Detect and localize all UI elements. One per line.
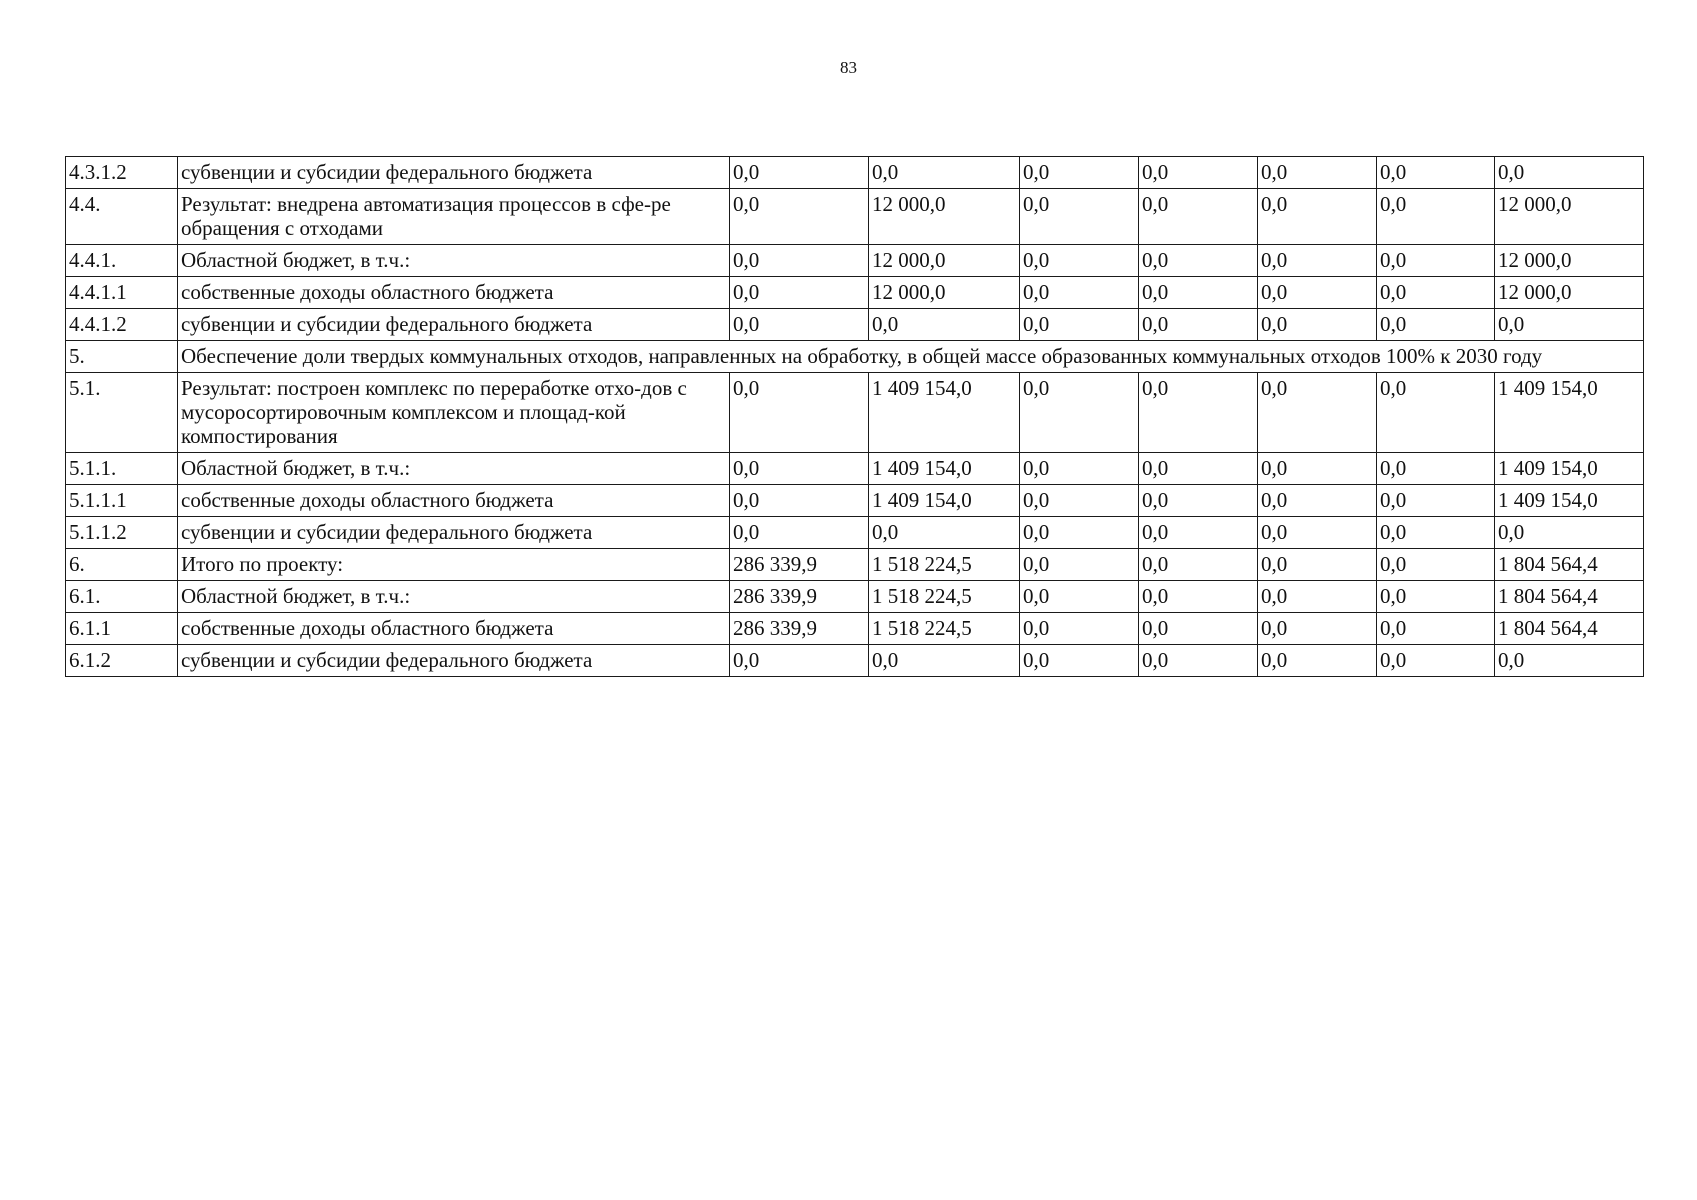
value-cell: 0,0: [1020, 277, 1139, 309]
table-row: [66, 189, 1644, 245]
total-cell: 12 000,0: [1495, 189, 1644, 245]
value-cell: 1 518 224,5: [869, 549, 1020, 581]
row-code: 6.1.: [66, 581, 178, 613]
value-cell: 0,0: [1020, 485, 1139, 517]
row-code: 6.1.2: [66, 645, 178, 677]
value-cell: 0,0: [1020, 453, 1139, 485]
value-cell: 0,0: [730, 453, 869, 485]
value-cell: 0,0: [1139, 157, 1258, 189]
value-cell: 0,0: [730, 189, 869, 245]
value-cell: 0,0: [1377, 189, 1495, 245]
total-cell: 0,0: [1495, 157, 1644, 189]
value-cell: 0,0: [1258, 277, 1377, 309]
value-cell: 0,0: [1020, 549, 1139, 581]
value-cell: 0,0: [1258, 485, 1377, 517]
value-cell: 0,0: [869, 309, 1020, 341]
value-cell: 0,0: [730, 485, 869, 517]
value-cell: 1 409 154,0: [869, 485, 1020, 517]
total-cell: 1 409 154,0: [1495, 485, 1644, 517]
value-cell: 0,0: [1377, 453, 1495, 485]
row-description: Областной бюджет, в т.ч.:: [178, 581, 730, 613]
value-cell: 0,0: [1139, 517, 1258, 549]
value-cell: 0,0: [730, 373, 869, 453]
table-row: [66, 453, 1644, 485]
value-cell: 0,0: [730, 645, 869, 677]
section-header-row: [66, 341, 1644, 373]
value-cell: 0,0: [1258, 613, 1377, 645]
value-cell: 0,0: [730, 157, 869, 189]
row-code: 5.1.: [66, 373, 178, 453]
table-row: [66, 157, 1644, 189]
value-cell: 0,0: [1258, 309, 1377, 341]
value-cell: 0,0: [1377, 645, 1495, 677]
table-row: [66, 581, 1644, 613]
value-cell: 12 000,0: [869, 245, 1020, 277]
value-cell: 0,0: [730, 517, 869, 549]
value-cell: 0,0: [869, 157, 1020, 189]
value-cell: 1 409 154,0: [869, 453, 1020, 485]
value-cell: 0,0: [1020, 373, 1139, 453]
value-cell: 0,0: [1139, 485, 1258, 517]
row-description: субвенции и субсидии федерального бюджета: [178, 645, 730, 677]
value-cell: 0,0: [1020, 581, 1139, 613]
total-cell: 0,0: [1495, 517, 1644, 549]
total-cell: 0,0: [1495, 309, 1644, 341]
value-cell: 0,0: [1377, 549, 1495, 581]
row-description: Итого по проекту:: [178, 549, 730, 581]
value-cell: 0,0: [1258, 581, 1377, 613]
value-cell: 1 518 224,5: [869, 613, 1020, 645]
value-cell: 0,0: [1377, 485, 1495, 517]
value-cell: 0,0: [1258, 645, 1377, 677]
value-cell: 0,0: [1139, 245, 1258, 277]
row-code: 4.4.: [66, 189, 178, 245]
value-cell: 0,0: [1139, 373, 1258, 453]
row-description: субвенции и субсидии федерального бюджета: [178, 309, 730, 341]
value-cell: 0,0: [1377, 373, 1495, 453]
value-cell: 0,0: [1258, 517, 1377, 549]
budget-table: [65, 156, 1644, 677]
table-row: [66, 517, 1644, 549]
row-description: Результат: построен комплекс по переработке отхо-дов с мусоросортировочным комплексом и площад-кой компостирования: [178, 373, 730, 453]
row-code: 6.1.1: [66, 613, 178, 645]
row-code: 5.1.1.: [66, 453, 178, 485]
value-cell: 0,0: [1139, 277, 1258, 309]
total-cell: 1 804 564,4: [1495, 549, 1644, 581]
value-cell: 0,0: [1020, 157, 1139, 189]
value-cell: 0,0: [1020, 245, 1139, 277]
value-cell: 0,0: [1139, 189, 1258, 245]
value-cell: 0,0: [730, 277, 869, 309]
table-row: [66, 373, 1644, 453]
value-cell: 0,0: [1258, 157, 1377, 189]
row-code: 5.1.1.2: [66, 517, 178, 549]
row-code: 4.3.1.2: [66, 157, 178, 189]
value-cell: 0,0: [1377, 581, 1495, 613]
value-cell: 0,0: [1020, 189, 1139, 245]
row-description: собственные доходы областного бюджета: [178, 485, 730, 517]
value-cell: 0,0: [1020, 613, 1139, 645]
total-cell: 1 409 154,0: [1495, 453, 1644, 485]
value-cell: 0,0: [1258, 245, 1377, 277]
value-cell: 0,0: [1377, 309, 1495, 341]
total-cell: 1 804 564,4: [1495, 581, 1644, 613]
total-cell: 12 000,0: [1495, 245, 1644, 277]
value-cell: 0,0: [1020, 517, 1139, 549]
value-cell: 0,0: [869, 645, 1020, 677]
row-description: субвенции и субсидии федерального бюджета: [178, 157, 730, 189]
value-cell: 0,0: [1377, 277, 1495, 309]
row-code: 4.4.1.: [66, 245, 178, 277]
section-goal-text: Обеспечение доли твердых коммунальных отходов, направленных на обработку, в общей массе образованных коммунальных отходов 100% к 2030 году: [178, 341, 1644, 373]
value-cell: 0,0: [1258, 189, 1377, 245]
value-cell: 1 409 154,0: [869, 373, 1020, 453]
value-cell: 12 000,0: [869, 189, 1020, 245]
value-cell: 0,0: [1377, 157, 1495, 189]
value-cell: 12 000,0: [869, 277, 1020, 309]
value-cell: 286 339,9: [730, 549, 869, 581]
value-cell: 0,0: [1139, 645, 1258, 677]
row-description: собственные доходы областного бюджета: [178, 277, 730, 309]
page-number: 83: [840, 58, 857, 77]
value-cell: 0,0: [869, 517, 1020, 549]
row-description: субвенции и субсидии федерального бюджета: [178, 517, 730, 549]
value-cell: 0,0: [730, 309, 869, 341]
row-description: Областной бюджет, в т.ч.:: [178, 245, 730, 277]
table-row: [66, 549, 1644, 581]
table-row: [66, 645, 1644, 677]
value-cell: 0,0: [1020, 645, 1139, 677]
row-code: 4.4.1.2: [66, 309, 178, 341]
row-code: 5.1.1.1: [66, 485, 178, 517]
value-cell: 0,0: [1139, 549, 1258, 581]
value-cell: 286 339,9: [730, 581, 869, 613]
row-code: 4.4.1.1: [66, 277, 178, 309]
value-cell: 0,0: [1139, 309, 1258, 341]
row-description: собственные доходы областного бюджета: [178, 613, 730, 645]
value-cell: 0,0: [1258, 453, 1377, 485]
table-row: [66, 485, 1644, 517]
total-cell: 1 409 154,0: [1495, 373, 1644, 453]
table-row: [66, 277, 1644, 309]
row-code: 5.: [66, 341, 178, 373]
budget-table-body: [66, 157, 1644, 677]
total-cell: 1 804 564,4: [1495, 613, 1644, 645]
value-cell: 1 518 224,5: [869, 581, 1020, 613]
value-cell: 0,0: [730, 245, 869, 277]
total-cell: 12 000,0: [1495, 277, 1644, 309]
row-description: Областной бюджет, в т.ч.:: [178, 453, 730, 485]
row-code: 6.: [66, 549, 178, 581]
value-cell: 0,0: [1258, 373, 1377, 453]
value-cell: 0,0: [1258, 549, 1377, 581]
value-cell: 286 339,9: [730, 613, 869, 645]
value-cell: 0,0: [1377, 517, 1495, 549]
total-cell: 0,0: [1495, 645, 1644, 677]
value-cell: 0,0: [1377, 613, 1495, 645]
row-description: Результат: внедрена автоматизация процессов в сфе-ре обращения с отходами: [178, 189, 730, 245]
value-cell: 0,0: [1139, 581, 1258, 613]
table-row: [66, 245, 1644, 277]
table-row: [66, 613, 1644, 645]
table-row: [66, 309, 1644, 341]
value-cell: 0,0: [1139, 613, 1258, 645]
value-cell: 0,0: [1377, 245, 1495, 277]
value-cell: 0,0: [1139, 453, 1258, 485]
value-cell: 0,0: [1020, 309, 1139, 341]
